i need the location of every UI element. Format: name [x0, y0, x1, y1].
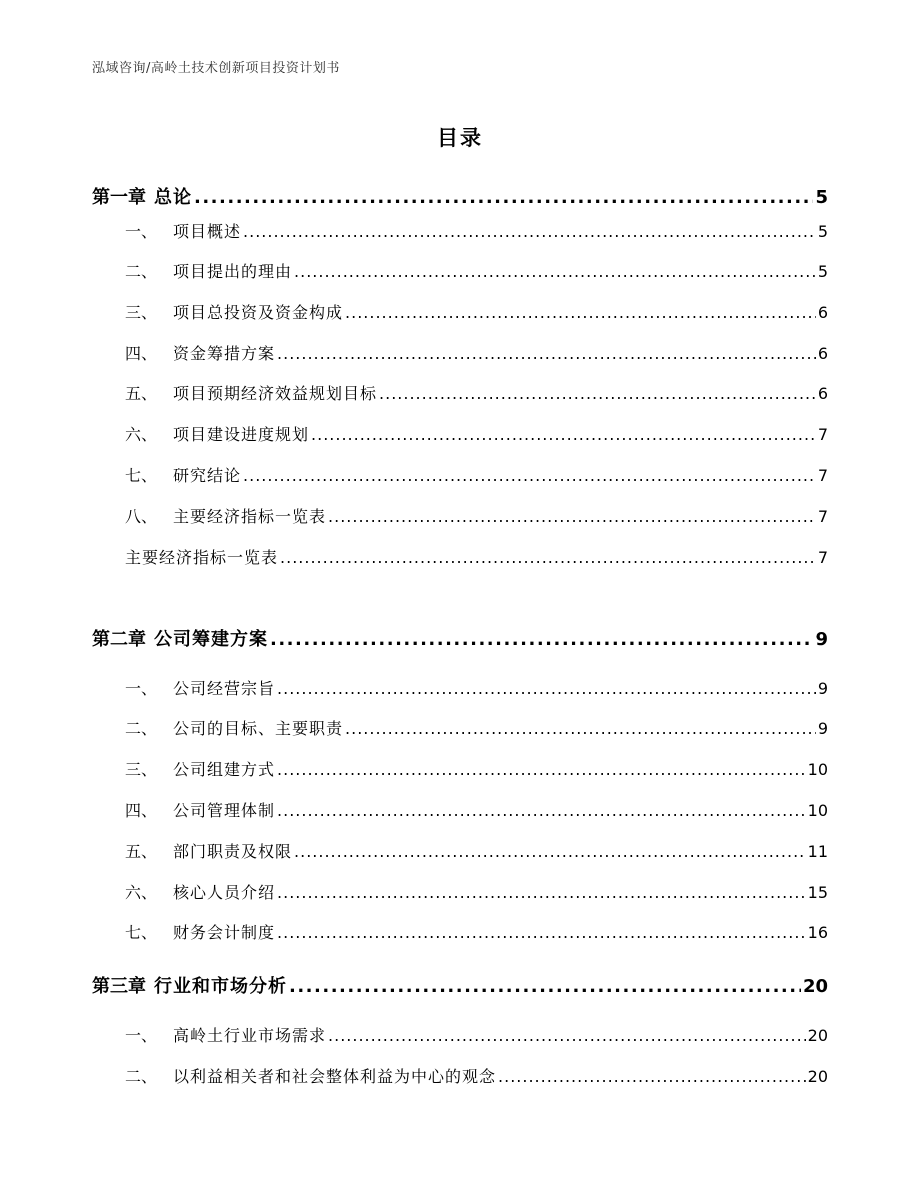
dot-leader [498, 1067, 806, 1086]
toc-page-number: 15 [807, 883, 828, 902]
dot-leader [277, 923, 806, 942]
toc-entry-label: 项目建设进度规划 [173, 425, 310, 444]
toc-entry-number: 六、 [125, 883, 158, 902]
toc-section-entry[interactable] [125, 1064, 828, 1087]
toc-entry-number: 一、 [125, 222, 158, 241]
toc-section-entry[interactable] [125, 422, 828, 445]
toc-entry-label: 资金筹措方案 [173, 344, 276, 363]
dot-leader [243, 222, 816, 241]
toc-chapter-entry[interactable] [92, 972, 828, 998]
toc-page-number: 5 [815, 187, 828, 208]
toc-entry-label: 高岭土行业市场需求 [173, 1026, 327, 1045]
toc-entry-number: 三、 [125, 760, 158, 779]
toc-chapter-entry[interactable] [92, 183, 828, 209]
dot-leader [194, 187, 813, 208]
toc-entry-number: 三、 [125, 303, 158, 322]
dot-leader [270, 629, 813, 650]
toc-entry-label: 公司管理体制 [173, 801, 276, 820]
toc-page-number: 20 [802, 976, 828, 997]
toc-entry-number: 七、 [125, 466, 158, 485]
toc-page-number: 5 [817, 222, 828, 241]
toc-page-number: 6 [817, 344, 828, 363]
dot-leader [345, 719, 816, 738]
dot-leader [379, 384, 816, 403]
dot-leader [277, 679, 816, 698]
page-title: 目录 [437, 126, 483, 150]
dot-leader [294, 842, 806, 861]
toc-entry-number: 二、 [125, 719, 158, 738]
toc-section-entry[interactable] [125, 757, 828, 780]
toc-page-number: 20 [807, 1026, 828, 1045]
toc-entry-number: 一、 [125, 1026, 158, 1045]
toc-page-number: 9 [815, 629, 828, 650]
dot-leader [277, 760, 806, 779]
toc-section-entry[interactable] [125, 839, 828, 862]
toc-entry-label: 公司筹建方案 [154, 629, 268, 650]
toc-entry-label: 公司经营宗旨 [173, 679, 276, 698]
toc-page-number: 5 [817, 262, 828, 281]
toc-page-number: 6 [817, 384, 828, 403]
toc-section-entry[interactable] [125, 259, 828, 282]
toc-entry-label: 项目提出的理由 [173, 262, 293, 281]
toc-chapter-entry[interactable] [92, 625, 828, 651]
toc-section-entry[interactable] [125, 300, 828, 323]
toc-page-number: 20 [807, 1067, 828, 1086]
toc-entry-label: 行业和市场分析 [154, 976, 287, 997]
dot-leader [328, 507, 816, 526]
toc-entry-label: 部门职责及权限 [173, 842, 293, 861]
toc-section-entry[interactable] [125, 341, 828, 364]
dot-leader [277, 801, 806, 820]
toc-section-entry[interactable] [125, 920, 828, 943]
dot-leader [277, 883, 806, 902]
dot-leader [280, 548, 816, 567]
dot-leader [243, 466, 816, 485]
dot-leader [289, 976, 801, 997]
toc-section-entry[interactable] [125, 880, 828, 903]
toc-section-entry[interactable] [125, 545, 828, 568]
toc-entry-number: 二、 [125, 262, 158, 281]
toc-entry-number: 四、 [125, 344, 158, 363]
toc-section-entry[interactable] [125, 1023, 828, 1046]
toc-entry-number: 第一章 [92, 187, 146, 208]
toc-entry-label: 核心人员介绍 [173, 883, 276, 902]
toc-entry-label: 项目总投资及资金构成 [173, 303, 344, 322]
toc-entry-label: 以利益相关者和社会整体利益为中心的观念 [173, 1067, 497, 1086]
toc-section-entry[interactable] [125, 381, 828, 404]
dot-leader [294, 262, 816, 281]
toc-section-entry[interactable] [125, 798, 828, 821]
toc-entry-number: 二、 [125, 1067, 158, 1086]
toc-page-number: 9 [817, 679, 828, 698]
toc-entry-label: 项目概述 [173, 222, 242, 241]
toc-entry-label: 财务会计制度 [173, 923, 276, 942]
toc-entry-label: 项目预期经济效益规划目标 [173, 384, 378, 403]
toc-entry-number: 一、 [125, 679, 158, 698]
toc-page-number: 6 [817, 303, 828, 322]
dot-leader [277, 344, 816, 363]
running-header: 泓域咨询/高岭土技术创新项目投资计划书 [92, 61, 340, 76]
toc-entry-number: 第三章 [92, 976, 146, 997]
toc-section-entry[interactable] [125, 219, 828, 242]
toc-entry-number: 八、 [125, 507, 158, 526]
toc-section-entry[interactable] [125, 463, 828, 486]
toc-page-number: 10 [807, 801, 828, 820]
toc-page-number: 7 [817, 507, 828, 526]
toc-page-number: 10 [807, 760, 828, 779]
toc-page-number: 11 [807, 842, 828, 861]
toc-entry-label: 公司的目标、主要职责 [173, 719, 344, 738]
toc-entry-number: 四、 [125, 801, 158, 820]
toc-entry-number: 六、 [125, 425, 158, 444]
toc-entry-label: 主要经济指标一览表 [173, 507, 327, 526]
toc-entry-number: 七、 [125, 923, 158, 942]
toc-entry-number: 第二章 [92, 629, 146, 650]
toc-page-number: 9 [817, 719, 828, 738]
toc-entry-label: 主要经济指标一览表 [125, 548, 279, 567]
toc-page-number: 7 [817, 548, 828, 567]
dot-leader [328, 1026, 806, 1045]
toc-page-number: 7 [817, 425, 828, 444]
dot-leader [311, 425, 816, 444]
toc-entry-number: 五、 [125, 384, 158, 403]
toc-section-entry[interactable] [125, 504, 828, 527]
toc-entry-label: 总论 [154, 187, 192, 208]
toc-entry-number: 五、 [125, 842, 158, 861]
toc-section-entry[interactable] [125, 676, 828, 699]
toc-page-number: 7 [817, 466, 828, 485]
toc-page-number: 16 [807, 923, 828, 942]
toc-section-entry[interactable] [125, 716, 828, 739]
toc-entry-label: 公司组建方式 [173, 760, 276, 779]
dot-leader [345, 303, 816, 322]
toc-entry-label: 研究结论 [173, 466, 242, 485]
